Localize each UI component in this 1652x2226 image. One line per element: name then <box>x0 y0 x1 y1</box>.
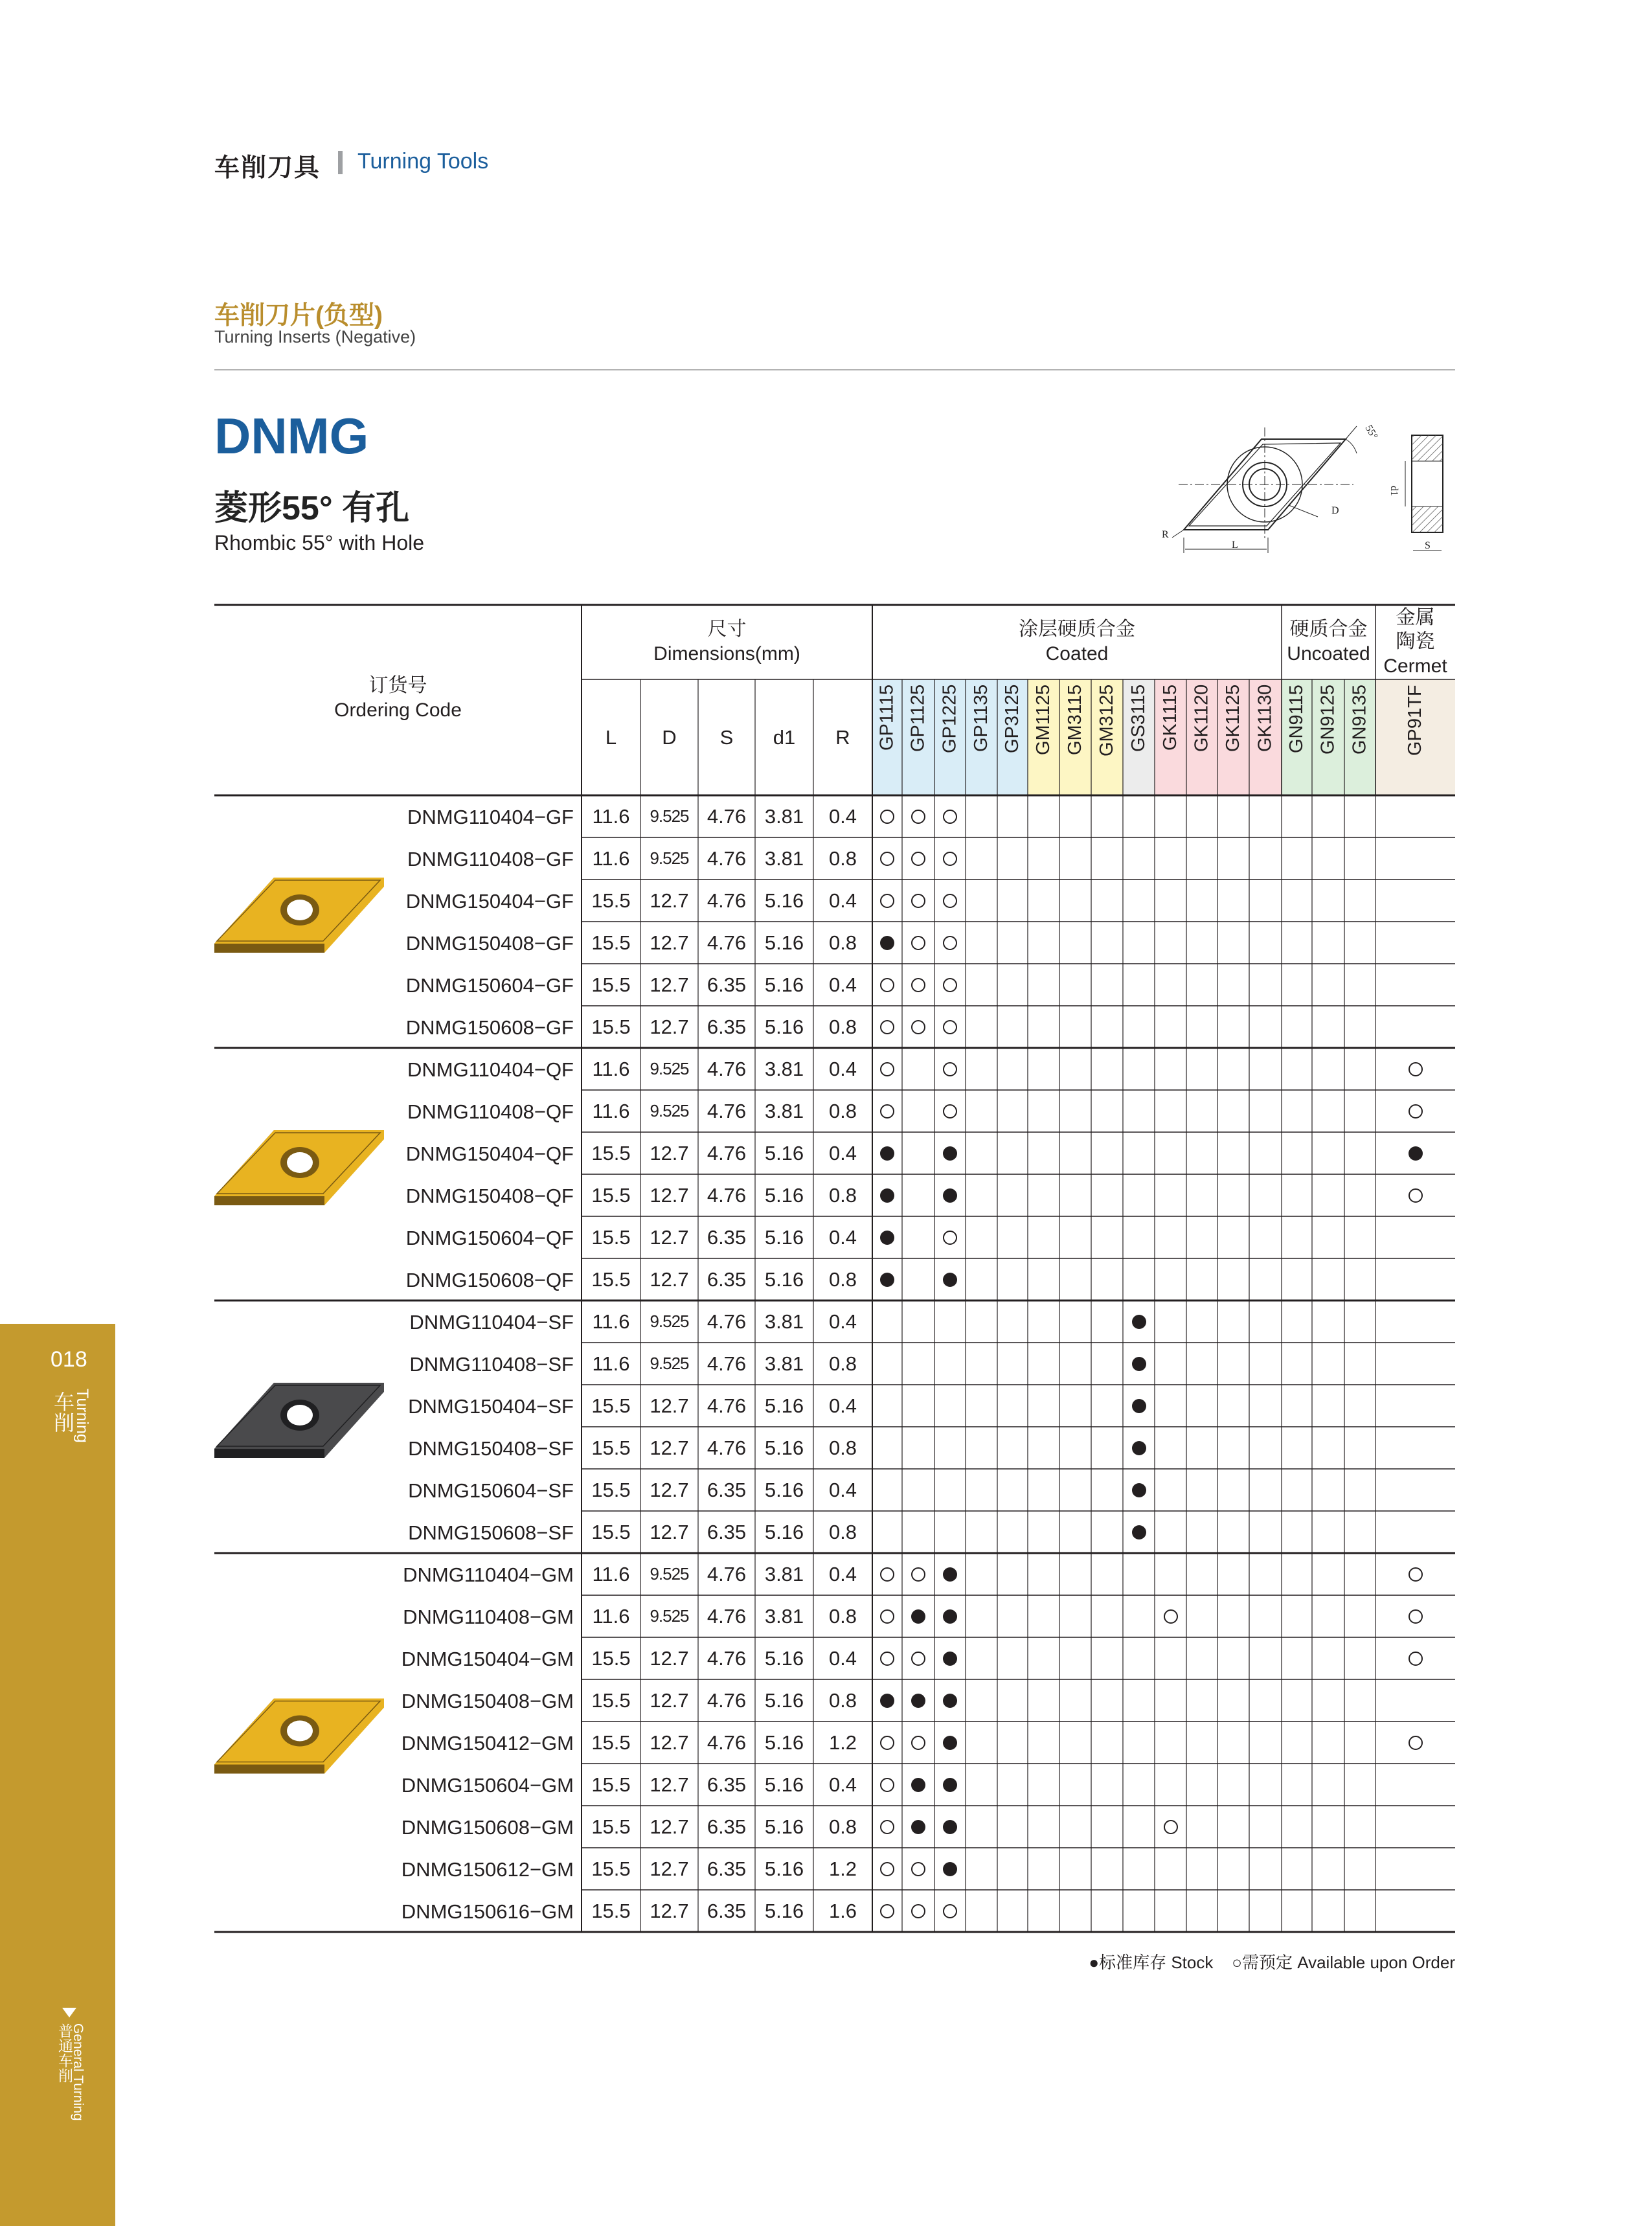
order-circle-icon <box>1409 1652 1423 1666</box>
dimension-value: 5.16 <box>764 973 804 996</box>
svg-text:D: D <box>1331 505 1339 516</box>
order-circle-icon <box>911 1862 925 1876</box>
order-circle-icon <box>880 978 894 992</box>
order-circle-icon <box>911 1736 925 1750</box>
order-circle-icon <box>943 894 957 908</box>
ordering-code: DNMG150404−GF <box>405 890 574 913</box>
order-circle-icon <box>1409 1188 1423 1203</box>
svg-text:d1: d1 <box>1388 486 1399 496</box>
dimension-value: 4.76 <box>707 1688 747 1712</box>
uncoated-header-en: Uncoated <box>1287 643 1370 664</box>
section-title-cn: 车削刀片(负型) <box>214 302 383 330</box>
dimension-value: 15.5 <box>591 1478 631 1501</box>
dimension-value: 12.7 <box>650 1857 689 1880</box>
dimension-value: 11.6 <box>592 1352 630 1375</box>
stock-dot-icon <box>1132 1441 1146 1455</box>
ordering-code: DNMG110404−GF <box>407 806 574 828</box>
dimension-value: 4.76 <box>707 846 747 870</box>
dimension-value: 0.8 <box>828 1352 857 1375</box>
dimension-value: 12.7 <box>650 1478 689 1501</box>
dimension-value: 4.76 <box>707 1310 747 1333</box>
svg-text:R: R <box>1162 529 1169 540</box>
dimension-value: 5.16 <box>764 1688 804 1712</box>
dimension-value: 4.76 <box>707 1436 747 1459</box>
dimension-value: 15.5 <box>591 1141 631 1164</box>
order-circle-icon <box>911 1567 925 1582</box>
order-circle-icon <box>943 1231 957 1245</box>
ordering-code: DNMG110404−QF <box>407 1058 574 1081</box>
dimension-value: 11.6 <box>592 1057 630 1080</box>
grade-col-header: GS3115 <box>1128 685 1149 753</box>
dimension-value: 5.16 <box>764 1520 804 1543</box>
side-sub-cn: 普通车削 <box>56 2023 73 2083</box>
order-circle-icon <box>943 1104 957 1119</box>
dimension-value: 15.5 <box>591 1267 631 1291</box>
stock-dot-icon <box>1132 1525 1146 1539</box>
dimension-value: 6.35 <box>707 1478 747 1501</box>
dimension-value: 0.4 <box>828 1057 857 1080</box>
side-sub-en: General Turning <box>71 2023 85 2121</box>
ordering-code: DNMG110408−GM <box>403 1606 574 1628</box>
ordering-code: DNMG110408−SF <box>409 1353 574 1376</box>
order-circle-icon <box>943 852 957 866</box>
order-circle-icon <box>911 852 925 866</box>
dimension-value: 15.5 <box>591 1899 631 1922</box>
dimension-value: 15.5 <box>591 1436 631 1459</box>
dimension-value: 12.7 <box>650 1646 689 1670</box>
dimension-value: 3.81 <box>764 1604 804 1628</box>
legend <box>1089 1949 1455 1973</box>
ordering-code: DNMG110404−GM <box>403 1563 574 1586</box>
dim-col-header: S <box>719 725 734 749</box>
page-number: 018 <box>51 1347 87 1372</box>
svg-text:S: S <box>1425 540 1431 551</box>
dimension-value: 15.5 <box>591 1815 631 1838</box>
dimension-value: 9.525 <box>650 1606 689 1626</box>
grade-col-header: GP91TF <box>1405 685 1425 756</box>
dimension-value: 1.6 <box>828 1899 857 1922</box>
dimensions-header-en: Dimensions(mm) <box>653 643 800 664</box>
order-circle-icon <box>911 978 925 992</box>
coated-header-en: Coated <box>1045 643 1109 664</box>
dimension-value: 11.6 <box>592 804 630 828</box>
stock-dot-icon <box>943 1273 957 1287</box>
dimension-value: 4.76 <box>707 1562 747 1585</box>
dimension-value: 5.16 <box>764 1731 804 1754</box>
dimension-value: 5.16 <box>764 1141 804 1164</box>
dimension-value: 0.8 <box>828 1520 857 1543</box>
order-circle-icon <box>880 1778 894 1792</box>
dimension-value: 12.7 <box>650 1899 689 1922</box>
dimension-value: 5.16 <box>764 1015 804 1038</box>
ordering-code: DNMG150604−SF <box>408 1479 574 1502</box>
dimension-value: 0.8 <box>828 846 857 870</box>
stock-dot-icon <box>943 1146 957 1161</box>
product-subtitle-cn: 菱形55° 有孔 <box>214 490 410 527</box>
order-circle-icon <box>1409 1736 1423 1750</box>
dimension-value: 5.16 <box>764 1183 804 1207</box>
ordering-code: DNMG150608−QF <box>405 1269 574 1291</box>
dimension-value: 12.7 <box>650 1183 689 1207</box>
header-title-en: Turning Tools <box>357 149 489 174</box>
dimension-value: 15.5 <box>591 1520 631 1543</box>
ordering-code: DNMG150404−SF <box>408 1395 574 1418</box>
dimension-value: 6.35 <box>707 1520 747 1543</box>
dimension-value: 4.76 <box>707 889 747 912</box>
dimension-value: 0.4 <box>828 889 857 912</box>
dimension-value: 12.7 <box>650 1394 689 1417</box>
product-subtitle-en: Rhombic 55° with Hole <box>214 531 425 554</box>
dimension-value: 5.16 <box>764 1436 804 1459</box>
dimension-value: 12.7 <box>650 1267 689 1291</box>
dimension-value: 15.5 <box>591 1688 631 1712</box>
grade-col-header: GM3115 <box>1065 685 1085 756</box>
uncoated-header: 硬质合金 <box>1289 619 1368 640</box>
stock-dot-icon <box>880 1146 894 1161</box>
dimension-value: 5.16 <box>764 931 804 954</box>
ordering-code: DNMG150408−SF <box>408 1437 574 1460</box>
dimension-value: 15.5 <box>591 1183 631 1207</box>
dimension-value: 3.81 <box>764 1310 804 1333</box>
stock-dot-icon <box>880 1231 894 1245</box>
ordering-code: DNMG150608−SF <box>408 1521 574 1544</box>
dimension-value: 11.6 <box>592 1562 630 1585</box>
dimension-value: 0.4 <box>828 1773 857 1796</box>
dimension-value: 12.7 <box>650 1436 689 1459</box>
svg-text:55°: 55° <box>1363 423 1380 442</box>
dimension-value: 12.7 <box>650 1015 689 1038</box>
dimension-value: 0.4 <box>828 1478 857 1501</box>
dimension-value: 0.8 <box>828 1604 857 1628</box>
dimension-value: 12.7 <box>650 1773 689 1796</box>
dimension-value: 5.16 <box>764 1815 804 1838</box>
dimension-value: 15.5 <box>591 1731 631 1754</box>
grade-col-header: GK1125 <box>1223 685 1243 753</box>
dimension-value: 9.525 <box>650 1312 689 1331</box>
ordering-code: DNMG150604−GF <box>405 974 574 997</box>
insert-grey-sf-image <box>214 1383 384 1458</box>
ordering-code-header-en: Ordering Code <box>334 699 462 721</box>
dimension-value: 9.525 <box>650 848 689 868</box>
stock-dot-icon <box>911 1694 925 1708</box>
stock-dot-icon <box>911 1778 925 1792</box>
dimension-value: 5.16 <box>764 1773 804 1796</box>
dimension-value: 0.8 <box>828 1815 857 1838</box>
order-circle-icon <box>911 1652 925 1666</box>
dimension-value: 12.7 <box>650 1688 689 1712</box>
dimension-value: 12.7 <box>650 1520 689 1543</box>
stock-dot-icon <box>1409 1146 1423 1161</box>
dimension-value: 0.8 <box>828 1099 857 1122</box>
dimension-value: 0.4 <box>828 1394 857 1417</box>
stock-dot-icon <box>943 1567 957 1582</box>
cermet-header: 金属 <box>1396 607 1435 628</box>
stock-dot-icon <box>1132 1357 1146 1371</box>
stock-dot-icon <box>1132 1399 1146 1413</box>
dimension-value: 12.7 <box>650 1731 689 1754</box>
order-circle-icon <box>1164 1609 1178 1624</box>
svg-text:L: L <box>1232 539 1238 551</box>
dimension-value: 9.525 <box>650 1059 689 1078</box>
ordering-code: DNMG150404−QF <box>405 1142 574 1165</box>
dimension-value: 3.81 <box>764 1099 804 1122</box>
order-circle-icon <box>911 1904 925 1918</box>
dimension-value: 0.4 <box>828 804 857 828</box>
dimension-value: 4.76 <box>707 1099 747 1122</box>
side-tab-en: Turning <box>73 1389 91 1443</box>
insert-gold-gf-image <box>214 878 384 953</box>
dimension-value: 0.4 <box>828 1141 857 1164</box>
order-circle-icon <box>880 1862 894 1876</box>
ordering-code: DNMG150612−GM <box>401 1858 574 1881</box>
stock-dot-icon <box>943 1188 957 1203</box>
grade-col-header: GN9135 <box>1349 685 1370 755</box>
dimension-value: 11.6 <box>592 1604 630 1628</box>
dimension-value: 0.4 <box>828 1310 857 1333</box>
dimension-value: 1.2 <box>828 1731 857 1754</box>
dimension-value: 5.16 <box>764 1646 804 1670</box>
dimension-value: 0.8 <box>828 1267 857 1291</box>
dimension-value: 12.7 <box>650 973 689 996</box>
dimension-value: 0.4 <box>828 1562 857 1585</box>
dimension-value: 15.5 <box>591 1646 631 1670</box>
dimension-value: 12.7 <box>650 889 689 912</box>
dimension-value: 3.81 <box>764 804 804 828</box>
coated-header: 涂层硬质合金 <box>1019 619 1135 640</box>
stock-dot-icon <box>943 1652 957 1666</box>
order-circle-icon <box>943 810 957 824</box>
stock-dot-icon <box>943 1820 957 1834</box>
order-circle-icon <box>880 1104 894 1119</box>
cermet-header-en: Cermet <box>1383 655 1447 677</box>
order-circle-icon <box>1409 1609 1423 1624</box>
order-circle-icon <box>880 1567 894 1582</box>
order-circle-icon <box>880 894 894 908</box>
grade-col-header: GP1125 <box>907 685 929 753</box>
stock-dot-icon <box>943 1694 957 1708</box>
ordering-code: DNMG150604−GM <box>401 1774 574 1797</box>
dimension-value: 4.76 <box>707 931 747 954</box>
dimension-value: 4.76 <box>707 1141 747 1164</box>
dimension-value: 6.35 <box>707 1267 747 1291</box>
dimension-value: 15.5 <box>591 1857 631 1880</box>
dimension-value: 4.76 <box>707 1183 747 1207</box>
side-tab-cn: 车削 <box>51 1391 74 1433</box>
cermet-header-2: 陶瓷 <box>1396 631 1435 652</box>
order-circle-icon <box>1409 1062 1423 1076</box>
grade-col-header: GK1130 <box>1254 685 1276 753</box>
dimension-value: 4.76 <box>707 1731 747 1754</box>
ordering-code: DNMG150616−GM <box>401 1900 574 1923</box>
dimension-value: 5.16 <box>764 1857 804 1880</box>
dimension-value: 4.76 <box>707 1352 747 1375</box>
dimension-value: 3.81 <box>764 1562 804 1585</box>
order-circle-icon <box>943 1062 957 1076</box>
order-circle-icon <box>911 810 925 824</box>
ordering-code: DNMG110408−QF <box>407 1100 574 1123</box>
dimension-value: 15.5 <box>591 1225 631 1249</box>
dimension-value: 6.35 <box>707 973 747 996</box>
insert-gold-gm-image <box>214 1699 384 1774</box>
dimension-value: 15.5 <box>591 1015 631 1038</box>
dimension-value: 6.35 <box>707 1899 747 1922</box>
stock-dot-icon <box>880 936 894 950</box>
order-circle-icon <box>911 894 925 908</box>
grade-col-header: GN9115 <box>1286 685 1307 753</box>
dimension-value: 4.76 <box>707 804 747 828</box>
ordering-code: DNMG150412−GM <box>401 1732 574 1755</box>
ordering-code: DNMG150604−QF <box>405 1227 574 1249</box>
order-circle-icon <box>943 978 957 992</box>
grade-col-header: GP1225 <box>939 685 960 754</box>
dimension-value: 9.525 <box>650 806 689 826</box>
dimension-value: 0.8 <box>828 931 857 954</box>
dimension-value: 6.35 <box>707 1815 747 1838</box>
order-circle-icon <box>943 1020 957 1034</box>
stock-dot-icon <box>911 1609 925 1624</box>
order-circle-icon <box>1164 1820 1178 1834</box>
dimension-value: 3.81 <box>764 1352 804 1375</box>
dimension-value: 4.76 <box>707 1646 747 1670</box>
dimension-value: 4.76 <box>707 1057 747 1080</box>
order-circle-icon <box>880 1652 894 1666</box>
dimension-value: 0.8 <box>828 1688 857 1712</box>
dim-col-header: L <box>605 725 617 749</box>
order-circle-icon <box>880 1020 894 1034</box>
dimension-value: 15.5 <box>591 973 631 996</box>
stock-dot-icon <box>943 1862 957 1876</box>
stock-dot-icon <box>943 1778 957 1792</box>
dimension-value: 5.16 <box>764 889 804 912</box>
dimension-value: 0.8 <box>828 1015 857 1038</box>
order-circle-icon <box>880 1609 894 1624</box>
ordering-code: DNMG150608−GF <box>405 1016 574 1039</box>
dimension-value: 6.35 <box>707 1225 747 1249</box>
dimension-value: 6.35 <box>707 1773 747 1796</box>
dimension-value: 3.81 <box>764 1057 804 1080</box>
dimension-value: 11.6 <box>592 1310 630 1333</box>
stock-dot-icon <box>1132 1483 1146 1497</box>
dimension-value: 12.7 <box>650 1815 689 1838</box>
grade-col-header: GP1135 <box>971 685 991 753</box>
grade-col-header: GK1120 <box>1191 685 1212 753</box>
dimension-value: 12.7 <box>650 931 689 954</box>
stock-dot-icon <box>943 1736 957 1750</box>
dimension-value: 0.4 <box>828 973 857 996</box>
stock-dot-icon <box>880 1694 894 1708</box>
order-circle-icon <box>943 1904 957 1918</box>
ordering-code: DNMG150608−GM <box>401 1816 574 1839</box>
dimension-value: 15.5 <box>591 1394 631 1417</box>
legend-stock: ●标准库存 Stock <box>1089 1953 1214 1972</box>
ordering-code: DNMG110408−GF <box>407 848 574 870</box>
insert-gold-qf-image <box>214 1130 384 1205</box>
grade-col-header: GP1115 <box>876 685 898 751</box>
dimension-value: 15.5 <box>591 931 631 954</box>
dimension-value: 1.2 <box>828 1857 857 1880</box>
stock-dot-icon <box>1132 1315 1146 1329</box>
stock-dot-icon <box>880 1273 894 1287</box>
order-circle-icon <box>880 1736 894 1750</box>
order-circle-icon <box>943 936 957 950</box>
dimension-value: 5.16 <box>764 1478 804 1501</box>
dimension-value: 9.525 <box>650 1564 689 1584</box>
grade-col-header: GK1115 <box>1160 685 1181 751</box>
dimension-value: 0.8 <box>828 1183 857 1207</box>
order-circle-icon <box>880 1904 894 1918</box>
dimension-value: 5.16 <box>764 1267 804 1291</box>
stock-dot-icon <box>880 1188 894 1203</box>
dimension-value: 0.8 <box>828 1436 857 1459</box>
grade-col-header: GM1125 <box>1033 685 1054 756</box>
ordering-code: DNMG110404−SF <box>409 1311 574 1334</box>
ordering-code: DNMG150408−GM <box>401 1690 574 1712</box>
grade-col-header: GM3125 <box>1096 685 1117 757</box>
grade-col-header: GN9125 <box>1317 685 1339 755</box>
dimension-value: 9.525 <box>650 1354 689 1373</box>
product-title: DNMG <box>214 407 369 464</box>
dim-col-header: d1 <box>773 725 796 749</box>
order-circle-icon <box>880 810 894 824</box>
ordering-code-header: 订货号 <box>368 675 427 696</box>
dimension-value: 0.4 <box>828 1646 857 1670</box>
legend-order: ○需预定 Available upon Order <box>1232 1953 1455 1972</box>
order-circle-icon <box>911 936 925 950</box>
dimension-value: 5.16 <box>764 1225 804 1249</box>
dimension-value: 5.16 <box>764 1899 804 1922</box>
dimensions-header: 尺寸 <box>707 619 747 640</box>
dim-col-header: R <box>835 725 850 749</box>
dimension-value: 15.5 <box>591 889 631 912</box>
dimension-value: 6.35 <box>707 1857 747 1880</box>
dimension-value: 12.7 <box>650 1225 689 1249</box>
stock-dot-icon <box>911 1820 925 1834</box>
order-circle-icon <box>880 1820 894 1834</box>
section-title-en: Turning Inserts (Negative) <box>214 327 416 346</box>
ordering-code: DNMG150408−QF <box>405 1185 574 1207</box>
order-circle-icon <box>880 852 894 866</box>
dimension-value: 0.4 <box>828 1225 857 1249</box>
grade-col-header: GP3125 <box>1002 685 1023 754</box>
stock-dot-icon <box>943 1609 957 1624</box>
dimension-value: 4.76 <box>707 1604 747 1628</box>
order-circle-icon <box>1409 1104 1423 1119</box>
dimension-value: 4.76 <box>707 1394 747 1417</box>
dim-col-header: D <box>662 725 677 749</box>
dimension-value: 11.6 <box>592 846 630 870</box>
header-title-cn: 车削刀具 <box>214 154 321 182</box>
dimension-value: 5.16 <box>764 1394 804 1417</box>
ordering-code: DNMG150404−GM <box>401 1648 574 1670</box>
dimension-value: 12.7 <box>650 1141 689 1164</box>
dimension-value: 9.525 <box>650 1101 689 1120</box>
order-circle-icon <box>911 1020 925 1034</box>
dimension-value: 11.6 <box>592 1099 630 1122</box>
order-circle-icon <box>1409 1567 1423 1582</box>
ordering-code: DNMG150408−GF <box>405 932 574 955</box>
dimension-value: 15.5 <box>591 1773 631 1796</box>
order-circle-icon <box>880 1062 894 1076</box>
dimension-value: 3.81 <box>764 846 804 870</box>
dimension-value: 6.35 <box>707 1015 747 1038</box>
